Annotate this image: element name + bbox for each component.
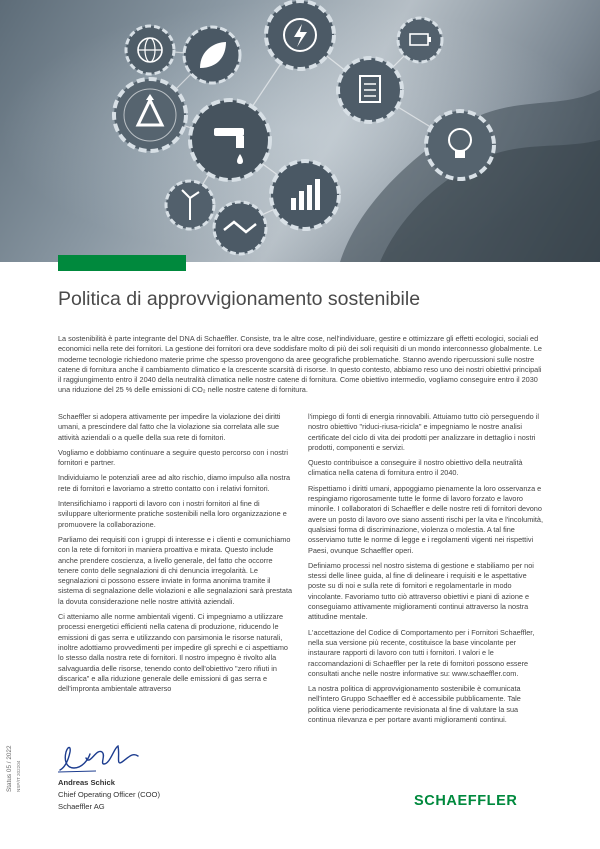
hero-illustration bbox=[0, 0, 600, 262]
signatory-company: Schaeffler AG bbox=[58, 802, 105, 811]
document-code: NSP/IT 202204 bbox=[16, 760, 21, 792]
body-paragraph: La nostra politica di approvvigionamento sostenibile è comunicata nell'intero Gruppo Schaeffler ed è accessibile pubblicamente. Tale politica viene periodicamente revisionata al fine di valutare la sua continua rilevanza e per portare avanti miglioramenti continui. bbox=[308, 684, 521, 725]
lightbulb-icon bbox=[426, 111, 494, 179]
body-paragraph: Questo contribuisce a conseguire il nostro obiettivo della neutralità climatica nella catena di fornitura entro il 2040. bbox=[308, 458, 523, 478]
chart-icon bbox=[271, 161, 339, 229]
body-paragraph: Intensifichiamo i rapporti di lavoro con i nostri fornitori al fine di sviluppare ulteriormente pratiche sostenibili nella loro organizzazione e promuovere la collaborazione. bbox=[58, 499, 287, 529]
intro-paragraph: La sostenibilità è parte integrante del DNA di Schaeffler. Consiste, tra le altre cose, nell'individuare, gestire e ottimizzare gli effetti ecologici, sociali ed economici nella rete dei fornitori. La gestione dei fornitori ora deve soddisfare molto di più dei soli requisiti di un mondo interconnesso globalmente. Le moderne tecnologie richiedono materie prime che spesso provengono da aree geografiche problematiche. Stanno avendo ripercussioni sulle nostre catene di fornitura anche il cambiamento climatico e la crescente scarsità di risorse. In questo contesto, abbiamo reso uno dei nostri obiettivi principali il raggiungimento entro il 2040 della neutralità climatica nelle nostre catene di fornitura. Come obiettivo intermedio, vogliamo conseguire entro il 2030 una riduzione del 25 % delle emissioni di CO₂ nelle nostre catene di fornitura. bbox=[58, 334, 542, 395]
signatory-role: Chief Operating Officer (COO) bbox=[58, 790, 160, 799]
hero-image bbox=[0, 0, 600, 262]
brand-accent-bar bbox=[58, 255, 186, 271]
body-paragraph: Parliamo dei requisiti con i gruppi di interesse e i clienti e comunichiamo con la rete di fornitori in maniera proattiva e mirata. Questo include anche prendere coscienza, a livello generale, del fatto che occorre tenere conto delle segnalazioni di chi denuncia irregolarità. Le segnalazioni ci possono essere inviate in forma anonima tramite il sistema di segnalazione delle violazioni e alle segnalazioni sarà prestata la dovuta considerazione nelle nostre attività aziendali. bbox=[58, 534, 293, 606]
signatory-name: Andreas Schick bbox=[58, 778, 115, 787]
handshake-icon bbox=[214, 202, 266, 254]
page-title: Politica di approvvigionamento sostenibile bbox=[58, 288, 421, 310]
body-paragraph: Schaeffler si adopera attivamente per impedire la violazione dei diritti umani, a prescindere dal fatto che la violazione sia correlata alle sue attività aziendali o a quelle della sua rete di fornitori. bbox=[58, 412, 281, 442]
leaf-icon bbox=[184, 27, 240, 83]
sustainability-icon bbox=[114, 79, 186, 151]
schaeffler-logo: SCHAEFFLER bbox=[414, 793, 518, 809]
battery-icon bbox=[398, 18, 442, 62]
document-status: Status 05 / 2022 bbox=[6, 745, 13, 792]
body-paragraph: L'accettazione del Codice di Comportamento per i Fornitori Schaeffler, nella sua versione più recente, costituisce la base vincolante per instaurare rapporti di lavoro con tutti i fornitori. I valori e le raccomandazioni di Schaeffler per la rete di fornitori possono essere consultati anche nelle nostre informative su: www.schaeffler.com. bbox=[308, 627, 535, 678]
globe-icon bbox=[126, 26, 174, 74]
energy-icon bbox=[266, 1, 334, 69]
wind-turbine-icon bbox=[166, 181, 214, 229]
body-paragraph: Vogliamo e dobbiamo continuare a seguire questo percorso con i nostri fornitori e partner. bbox=[58, 447, 288, 468]
handwritten-signature bbox=[56, 738, 146, 778]
water-tap-icon bbox=[190, 100, 270, 180]
body-paragraph: Rispettiamo i diritti umani, appoggiamo pienamente la loro osservanza e respingiamo rigorosamente tutte le forme di lavoro forzato e lavoro minorile. I collaboratori di Schaeffler e delle nostre reti di fornitori devono avere un posto di lavoro ove siano assenti rischi per la vita e l'incolumità, qualsiasi forma di discriminazione, violenza o molestia. A tal fine osserviamo tutte le norme di legge e i regolamenti vigenti nei rispettivi Paesi, ovunque Schaeffler operi. bbox=[308, 483, 544, 555]
left-column bbox=[58, 412, 293, 699]
document-icon bbox=[338, 58, 402, 122]
body-paragraph: l'impiego di fonti di energia rinnovabili. Attuiamo tutto ciò perseguendo il nostro obiettivo "riduci-riusa-ricicla" e impegniamo le nostre analisi certificate del ciclo di vita dei prodotti per analizzare in dettaglio i nostri prodotti, componenti e servizi. bbox=[308, 412, 539, 452]
right-column bbox=[308, 412, 543, 730]
body-paragraph: Individuiamo le potenziali aree ad alto rischio, diamo impulso alla nostra rete di fornitori e lavoriamo a stretto contatto con i relativi fornitori. bbox=[58, 473, 291, 493]
body-paragraph: Definiamo processi nel nostro sistema di gestione e stabiliamo per noi stessi delle linee guida, al fine di delineare i requisiti e le aspettative poste su di noi e sulla rete di fornitori e regolamentarle in modo vincolante. Favoriamo tutto ciò attraverso obiettivi e piani di azione e conseguiamo attivamente miglioramenti continui attraverso la nostra attitudine mentale. bbox=[308, 560, 534, 622]
body-paragraph: Ci atteniamo alle norme ambientali vigenti. Ci impegniamo a utilizzare processi energetici efficienti nella catena di produzione, riducendo le emissioni di gas serra e utilizzando con parsimonia le risorse naturali, inoltre adottiamo provvedimenti per impedire gli sprechi e ci aspettiamo lo stesso dalla nostra rete di fornitori. Il nostro impegno è rivolto alla salvaguardia delle risorse, tenendo conto dell'obiettivo "zero rifiuti in discarica" e alla riduzione generale delle emissioni di gas serra e dell'impronta ambientale attraverso bbox=[58, 612, 288, 694]
